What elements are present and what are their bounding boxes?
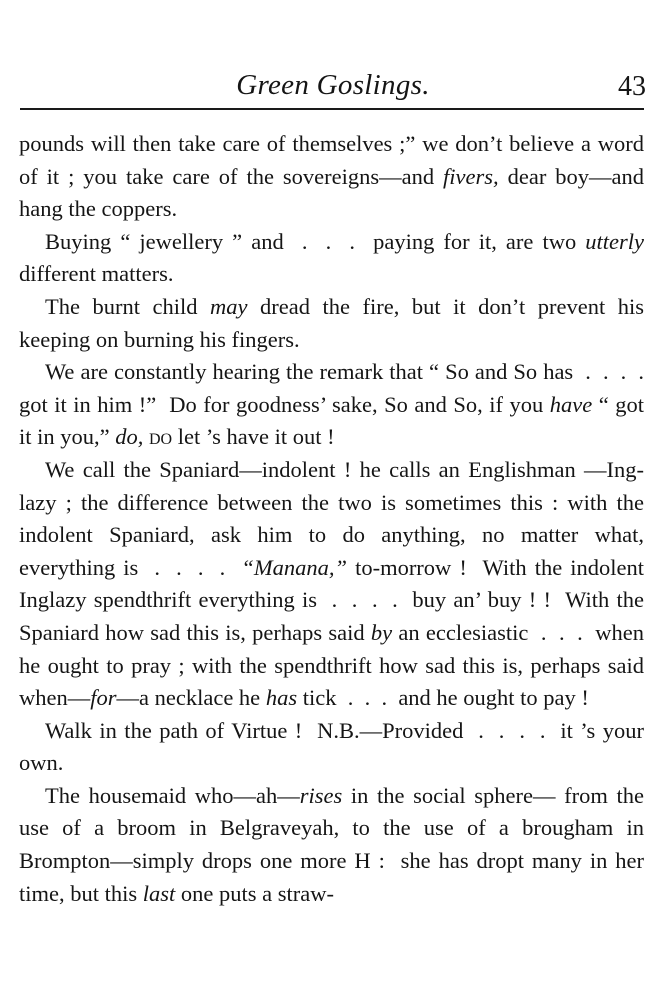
italic-text: have bbox=[549, 391, 593, 417]
italic-text: has bbox=[265, 685, 298, 711]
text-run: We call the Spaniard—indolent ! he calls an Englishman —Ing-lazy ; the difference between the two is sometimes this : with the indolent Spaniard, ask him to do anything, no matter what, everything is . . . . bbox=[19, 456, 650, 580]
italic-text: by bbox=[370, 619, 393, 645]
italic-text: may bbox=[210, 293, 248, 319]
text-run: The burnt child bbox=[45, 293, 211, 319]
text-run: Buying “ jewellery ” and . . . paying for it, are two bbox=[45, 228, 586, 254]
text-run: We are constantly hearing the remark that “ So and So has . . . . got it in him !” Do for goodness’ sake, So and So, if you bbox=[19, 359, 656, 417]
text-run: to-morrow ! With the indolent Inglazy spendthrift everything is . . . . buy an’ buy ! ! With the Spaniard how sad this is, perhaps said bbox=[19, 554, 650, 645]
paragraph bbox=[19, 780, 650, 910]
text-run: tick . . . and he ought to pay ! bbox=[297, 685, 589, 711]
italic-text: do, bbox=[115, 424, 144, 450]
italic-text: last bbox=[142, 880, 176, 906]
paragraph bbox=[19, 226, 650, 291]
text-run: one puts a straw- bbox=[175, 880, 334, 906]
text-run: —a necklace he bbox=[116, 685, 266, 711]
small-caps-text: do bbox=[149, 424, 173, 450]
italic-text: fivers, bbox=[443, 163, 499, 189]
page-number: 43 bbox=[618, 71, 646, 102]
page-header bbox=[20, 68, 646, 104]
running-title: Green Goslings. bbox=[236, 69, 430, 101]
text-run: an ecclesiastic . . . when he ought to pray ; with the spendthrift how sad this is, perhaps said when— bbox=[19, 619, 650, 711]
paragraph bbox=[19, 715, 650, 780]
italic-text: for bbox=[90, 685, 117, 711]
paragraph bbox=[19, 128, 650, 226]
paragraph bbox=[19, 356, 656, 454]
body-text bbox=[19, 128, 656, 910]
text-run: pounds will then take care of themselves ;” we don’t believe a word of it ; you take care of the sovereigns—and bbox=[19, 131, 650, 189]
text-run: dread the fire, but it don’t prevent his keeping on burning his fingers. bbox=[19, 293, 650, 352]
italic-text: utterly bbox=[585, 228, 644, 254]
text-run: dear boy—and hang the coppers. bbox=[19, 163, 650, 222]
text-run: “ got it in you,” bbox=[19, 391, 650, 450]
header-rule bbox=[20, 108, 644, 110]
italic-text: “Manana,” bbox=[241, 554, 348, 580]
text-run: The housemaid who—ah— bbox=[45, 782, 300, 808]
italic-text: rises bbox=[299, 782, 343, 808]
paragraph bbox=[19, 291, 650, 356]
text-run: let ’s have it out ! bbox=[172, 424, 335, 450]
text-run: Walk in the path of Virtue ! N.B.—Provided . . . . it ’s your own. bbox=[19, 717, 650, 776]
paragraph bbox=[19, 454, 650, 715]
text-run: different matters. bbox=[19, 228, 650, 287]
text-run: in the social sphere— from the use of a broom in Belgraveyah, to the use of a brougham in Brompton—simply drops one more H : she has dropt many in her time, but this bbox=[19, 782, 650, 906]
